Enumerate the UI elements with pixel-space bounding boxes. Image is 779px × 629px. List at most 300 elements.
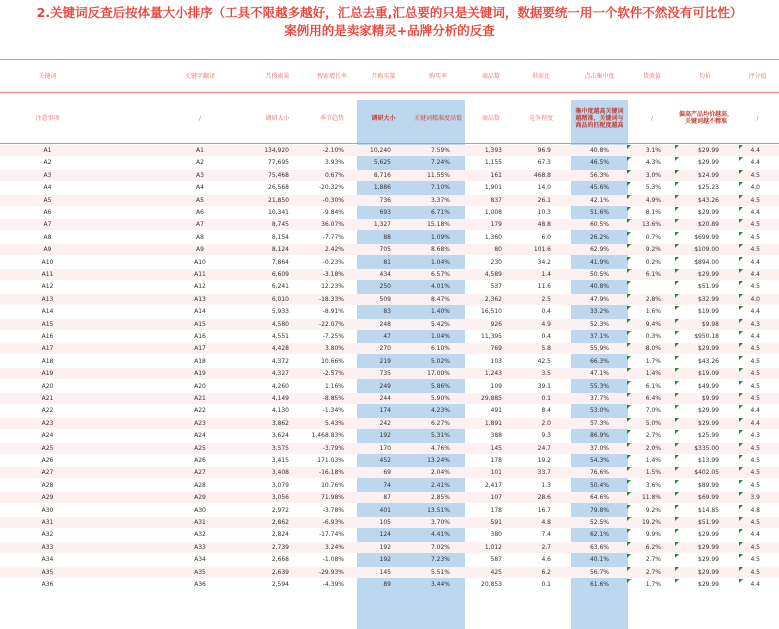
cell-rating: 4.5 <box>750 395 760 402</box>
cell-click-concentration: 50.4% <box>589 481 609 489</box>
cell-purchases: 88 <box>383 233 391 241</box>
cell-search-volume: 4,580 <box>271 320 289 328</box>
cell-flow-value: 8.0% <box>645 345 661 353</box>
cell-purchase-rate: 15.18% <box>427 221 450 229</box>
cell-click-concentration: 37.0% <box>589 444 609 452</box>
cell-comment-marker <box>739 455 743 459</box>
cell-translation: A23 <box>194 419 206 427</box>
cell-purchase-rate: 3.70% <box>430 519 450 526</box>
cell-rating: 4.4 <box>750 531 760 539</box>
cell-keyword: A29 <box>41 494 54 502</box>
cell-purchase-rate: 5.02% <box>430 357 450 365</box>
cell-rating: 3.9 <box>750 494 760 502</box>
cell-comment-marker <box>627 393 631 397</box>
notes-bottom-border <box>0 143 779 144</box>
cell-search-growth: -9.84% <box>322 209 344 216</box>
cell-click-concentration: 79.8% <box>589 506 609 514</box>
cell-purchases: 124 <box>379 531 391 539</box>
cell-avg-price: $29.99 <box>698 209 719 216</box>
cell-purchase-rate: 6.10% <box>430 345 450 353</box>
note-search-volume: 调研大小 <box>265 114 290 122</box>
cell-comment-marker <box>627 455 631 459</box>
cell-supply-demand: 14.0 <box>537 184 551 192</box>
cell-translation: A13 <box>194 295 206 303</box>
cell-flow-value: 2.7% <box>645 432 661 440</box>
cell-flow-value: 2.8% <box>645 295 661 303</box>
cell-purchases: 735 <box>379 370 391 378</box>
cell-translation: A31 <box>194 519 206 526</box>
cell-comment-marker <box>675 207 679 211</box>
cell-purchase-rate: 7.02% <box>430 543 450 551</box>
cell-keyword: A21 <box>41 395 54 402</box>
table-row <box>0 467 779 478</box>
table-row <box>0 170 779 181</box>
cell-comment-marker <box>675 529 679 533</box>
cell-search-growth: 36.07% <box>321 221 344 229</box>
cell-comment-marker <box>739 542 743 546</box>
cell-supply-demand: 26.1 <box>537 196 551 204</box>
cell-comment-marker <box>675 368 679 372</box>
cell-comment-marker <box>627 294 631 298</box>
cell-supply-demand: 6.0 <box>541 233 551 241</box>
table-row <box>0 145 779 156</box>
cell-translation: A4 <box>196 184 204 192</box>
cell-keyword: A34 <box>41 556 54 564</box>
cell-comment-marker <box>675 294 679 298</box>
cell-search-growth: -0.23% <box>322 258 344 266</box>
cell-keyword: A22 <box>41 407 54 415</box>
cell-purchases: 434 <box>379 271 391 278</box>
cell-search-growth: 12.23% <box>321 283 344 291</box>
cell-comment-marker <box>739 517 743 521</box>
table-row <box>0 356 779 367</box>
cell-search-growth: 3.24% <box>324 543 344 551</box>
cell-purchases: 192 <box>379 556 391 564</box>
cell-avg-price: $9.99 <box>701 395 719 402</box>
cell-comment-marker <box>739 529 743 533</box>
cell-keyword: A3 <box>43 171 52 179</box>
table-row <box>0 244 779 255</box>
cell-purchases: 74 <box>383 481 391 489</box>
cell-search-growth: -22.07% <box>318 320 344 328</box>
table-row <box>0 505 779 516</box>
cell-keyword: A26 <box>41 457 54 464</box>
cell-flow-value: 1.6% <box>645 308 661 316</box>
cell-keyword: A32 <box>41 531 54 539</box>
table-row <box>0 517 779 528</box>
cell-rating: 4.5 <box>750 196 760 204</box>
cell-search-volume: 26,568 <box>268 184 289 192</box>
cell-supply-demand: 96.9 <box>537 147 551 154</box>
cell-avg-price: $699.99 <box>694 233 719 241</box>
cell-comment-marker <box>675 343 679 347</box>
cell-search-volume: 4,428 <box>271 345 289 353</box>
cell-rating: 4.4 <box>750 147 760 154</box>
cell-purchase-rate: 17.00% <box>427 370 450 378</box>
cell-avg-price: $43.26 <box>698 357 719 365</box>
cell-purchases: 8,716 <box>373 171 391 179</box>
table-row <box>0 455 779 466</box>
cell-avg-price: $29.99 <box>698 345 719 353</box>
cell-supply-demand: 0.4 <box>541 333 551 340</box>
cell-keyword: A18 <box>41 357 54 365</box>
cell-flow-value: 2.7% <box>645 568 661 576</box>
table-row <box>0 529 779 540</box>
cell-flow-value: 0.3% <box>645 333 661 340</box>
cell-keyword: A27 <box>41 469 54 477</box>
cell-avg-price: $19.09 <box>698 370 719 378</box>
cell-comment-marker <box>739 430 743 434</box>
cell-purchases: 105 <box>379 519 391 526</box>
cell-click-concentration: 56.3% <box>589 171 609 179</box>
cell-translation: A6 <box>196 209 204 216</box>
table-row <box>0 430 779 441</box>
cell-avg-price: $89.99 <box>698 481 719 489</box>
cell-flow-value: 0.7% <box>645 233 661 241</box>
cell-purchases: 401 <box>379 506 391 514</box>
cell-purchases: 244 <box>379 395 391 402</box>
cell-keyword: A28 <box>41 481 54 489</box>
cell-rating: 4.5 <box>750 556 760 564</box>
cell-comment-marker <box>739 257 743 261</box>
cell-purchases: 89 <box>383 581 391 588</box>
cell-flow-value: 1.5% <box>645 469 661 477</box>
cell-supply-demand: 7.4 <box>541 531 551 539</box>
cell-search-volume: 75,468 <box>268 171 289 179</box>
cell-comment-marker <box>739 145 743 149</box>
cell-translation: A9 <box>196 246 204 254</box>
cell-product-count: 107 <box>490 494 502 502</box>
cell-purchase-rate: 6.27% <box>430 419 450 427</box>
cell-purchase-rate: 5.51% <box>430 568 450 576</box>
cell-purchase-rate: 4.41% <box>430 531 450 539</box>
cell-avg-price: $29.99 <box>698 147 719 154</box>
cell-product-count: 29,885 <box>481 395 502 402</box>
col-header-search-volume: 月搜索量 <box>265 72 290 80</box>
cell-comment-marker <box>675 281 679 285</box>
table-row <box>0 281 779 292</box>
cell-search-growth: -3.18% <box>322 271 344 278</box>
note-purchases: 调研大小 <box>371 114 396 122</box>
table-row <box>0 443 779 454</box>
cell-search-volume: 3,862 <box>271 419 289 427</box>
cell-avg-price: $69.99 <box>698 494 719 502</box>
cell-click-concentration: 76.6% <box>589 469 609 477</box>
cell-translation: A32 <box>194 531 206 539</box>
cell-avg-price: $950.18 <box>694 333 719 340</box>
cell-translation: A19 <box>194 370 206 378</box>
cell-comment-marker <box>675 195 679 199</box>
cell-click-concentration: 37.7% <box>589 395 609 402</box>
cell-flow-value: 1.7% <box>645 581 661 588</box>
cell-rating: 4.5 <box>750 469 760 477</box>
cell-search-growth: 171.03% <box>317 457 344 464</box>
cell-product-count: 491 <box>490 407 502 415</box>
cell-translation: A30 <box>194 506 206 514</box>
cell-product-count: 178 <box>490 457 502 464</box>
cell-click-concentration: 63.6% <box>589 543 609 551</box>
cell-keyword: A15 <box>41 320 54 328</box>
cell-click-concentration: 40.8% <box>589 283 609 291</box>
cell-supply-demand: 34.2 <box>537 258 551 266</box>
cell-search-growth: -20.32% <box>318 184 344 192</box>
cell-rating: 4.4 <box>750 209 760 216</box>
cell-comment-marker <box>675 393 679 397</box>
cell-avg-price: $894.00 <box>694 258 719 266</box>
table-row <box>0 554 779 565</box>
table-row <box>0 368 779 379</box>
cell-product-count: 926 <box>490 320 502 328</box>
cell-comment-marker <box>675 170 679 174</box>
cell-flow-value: 13.6% <box>641 221 661 229</box>
cell-rating: 4.5 <box>750 233 760 241</box>
cell-comment-marker <box>739 480 743 484</box>
cell-purchase-rate: 5.90% <box>430 395 450 402</box>
cell-search-volume: 3,056 <box>271 494 289 502</box>
cell-purchases: 1,886 <box>373 184 391 192</box>
table-row <box>0 219 779 230</box>
cell-flow-value: 3.1% <box>645 147 661 154</box>
note-purchase-rate: 关键词精准度高低 <box>413 114 462 122</box>
cell-flow-value: 2.0% <box>645 444 661 452</box>
cell-flow-value: 1.4% <box>645 457 661 464</box>
cell-search-volume: 21,850 <box>268 196 289 204</box>
cell-avg-price: $25.99 <box>698 432 719 440</box>
cell-comment-marker <box>627 505 631 509</box>
cell-supply-demand: 468.8 <box>533 171 551 179</box>
cell-search-volume: 77,695 <box>268 159 289 167</box>
cell-search-growth: 71.98% <box>321 494 344 502</box>
cell-search-growth: -7.77% <box>322 233 344 241</box>
note-avg-price: 偏高产品均价越高，关键词越不精准 <box>678 111 733 125</box>
cell-translation: A17 <box>194 345 206 353</box>
cell-product-count: 425 <box>490 568 502 576</box>
cell-comment-marker <box>675 505 679 509</box>
cell-product-count: 103 <box>490 357 502 365</box>
cell-comment-marker <box>675 405 679 409</box>
cell-translation: A26 <box>194 457 206 464</box>
cell-keyword: A7 <box>43 221 52 229</box>
table-row <box>0 567 779 578</box>
cell-rating: 4.5 <box>750 568 760 576</box>
col-header-purchase-rate: 购买率 <box>428 72 447 80</box>
cell-click-concentration: 41.9% <box>589 258 609 266</box>
cell-purchases: 452 <box>379 457 391 464</box>
cell-comment-marker <box>739 554 743 558</box>
cell-comment-marker <box>739 405 743 409</box>
cell-purchase-rate: 1.04% <box>430 258 450 266</box>
cell-comment-marker <box>675 443 679 447</box>
cell-search-volume: 6,609 <box>271 271 289 278</box>
cell-keyword: A20 <box>41 382 54 390</box>
cell-comment-marker <box>675 244 679 248</box>
cell-product-count: 145 <box>490 444 502 452</box>
cell-comment-marker <box>739 306 743 310</box>
cell-keyword: A30 <box>41 506 54 514</box>
cell-product-count: 101 <box>490 469 502 477</box>
cell-search-volume: 2,972 <box>271 506 289 514</box>
table-row <box>0 405 779 416</box>
cell-avg-price: $335.00 <box>694 444 719 452</box>
header-divider <box>0 92 779 93</box>
note-search-growth: 季节趋势 <box>319 114 344 122</box>
cell-flow-value: 6.4% <box>645 395 661 402</box>
cell-translation: A36 <box>194 581 206 588</box>
cell-translation: A20 <box>194 382 206 390</box>
cell-avg-price: $25.23 <box>698 184 719 192</box>
cell-comment-marker <box>675 480 679 484</box>
col-header-product-count: 商品数 <box>481 72 500 80</box>
cell-keyword: A24 <box>41 432 54 440</box>
cell-comment-marker <box>627 145 631 149</box>
cell-search-growth: -3.79% <box>322 444 344 452</box>
cell-keyword: A36 <box>41 581 54 588</box>
cell-rating: 4.5 <box>750 370 760 378</box>
cell-product-count: 161 <box>490 171 502 179</box>
cell-keyword: A10 <box>41 258 54 266</box>
cell-flow-value: 1.4% <box>645 370 661 378</box>
note-click-concentration: 集中度越高关键词越精准，关键词与商品的匹配度越高 <box>575 107 624 129</box>
cell-purchase-rate: 4.23% <box>430 407 450 415</box>
cell-supply-demand: 33.7 <box>537 469 551 477</box>
cell-comment-marker <box>627 157 631 161</box>
cell-avg-price: $402.05 <box>694 469 719 477</box>
cell-purchase-rate: 11.55% <box>427 171 450 179</box>
cell-flow-value: 5.3% <box>645 184 661 192</box>
cell-purchases: 170 <box>379 444 391 452</box>
cell-comment-marker <box>675 455 679 459</box>
cell-search-growth: 1.16% <box>324 382 344 390</box>
cell-search-growth: -2.57% <box>322 370 344 378</box>
table-row <box>0 257 779 268</box>
cell-supply-demand: 3.5 <box>541 370 551 378</box>
cell-search-volume: 3,415 <box>271 457 289 464</box>
cell-search-volume: 134,920 <box>264 147 289 154</box>
cell-translation: A25 <box>194 444 206 452</box>
cell-purchase-rate: 2.85% <box>430 494 450 502</box>
cell-comment-marker <box>675 269 679 273</box>
cell-keyword: A1 <box>43 147 52 154</box>
cell-keyword: A12 <box>41 283 54 291</box>
col-header-rating: 评分值 <box>748 72 767 80</box>
cell-product-count: 80 <box>494 246 502 254</box>
cell-purchases: 87 <box>383 494 391 502</box>
cell-product-count: 1,891 <box>484 419 502 427</box>
cell-search-volume: 8,124 <box>271 246 289 254</box>
cell-comment-marker <box>627 207 631 211</box>
cell-translation: A2 <box>196 159 204 167</box>
cell-search-growth: 10.66% <box>321 357 344 365</box>
cell-purchase-rate: 13.24% <box>427 457 450 464</box>
cell-search-volume: 4,327 <box>271 370 289 378</box>
cell-translation: A8 <box>196 233 204 241</box>
cell-search-volume: 2,594 <box>271 581 289 588</box>
cell-click-concentration: 54.3% <box>589 457 609 464</box>
cell-purchases: 219 <box>379 357 391 365</box>
cell-comment-marker <box>675 517 679 521</box>
cell-supply-demand: 10.3 <box>537 209 551 216</box>
cell-rating: 4.5 <box>750 345 760 353</box>
cell-product-count: 1,012 <box>484 543 502 551</box>
cell-search-growth: -18.33% <box>318 295 344 303</box>
cell-flow-value: 19.2% <box>641 519 661 526</box>
cell-search-growth: -16.18% <box>318 469 344 477</box>
cell-flow-value: 1.7% <box>645 357 661 365</box>
cell-rating: 4.5 <box>750 543 760 551</box>
cell-flow-value: 2.7% <box>645 556 661 564</box>
cell-purchases: 192 <box>379 432 391 440</box>
cell-comment-marker <box>627 257 631 261</box>
cell-rating: 4.4 <box>750 271 760 278</box>
cell-comment-marker <box>627 319 631 323</box>
cell-supply-demand: 1.3 <box>541 481 551 489</box>
cell-rating: 4.4 <box>750 258 760 266</box>
cell-rating: 4.0 <box>750 184 760 192</box>
cell-search-volume: 6,010 <box>271 295 289 303</box>
cell-comment-marker <box>739 269 743 273</box>
cell-purchases: 509 <box>379 295 391 303</box>
cell-comment-marker <box>675 554 679 558</box>
cell-translation: A27 <box>194 469 206 477</box>
cell-purchases: 248 <box>379 320 391 328</box>
cell-comment-marker <box>675 467 679 471</box>
cell-comment-marker <box>675 319 679 323</box>
cell-supply-demand: 24.7 <box>537 444 551 452</box>
cell-purchases: 705 <box>379 246 391 254</box>
cell-search-volume: 4,130 <box>271 407 289 415</box>
cell-product-count: 388 <box>490 432 502 440</box>
cell-flow-value: 7.0% <box>645 407 661 415</box>
cell-comment-marker <box>675 257 679 261</box>
cell-keyword: A25 <box>41 444 54 452</box>
cell-purchases: 81 <box>383 258 391 266</box>
cell-avg-price: $51.99 <box>698 519 719 526</box>
cell-comment-marker <box>627 170 631 174</box>
cell-flow-value: 9.9% <box>645 531 661 539</box>
cell-comment-marker <box>627 195 631 199</box>
cell-comment-marker <box>675 418 679 422</box>
cell-product-count: 2,417 <box>484 481 502 489</box>
cell-search-growth: 0.67% <box>324 171 344 179</box>
cell-purchases: 5,625 <box>373 159 391 167</box>
cell-avg-price: $29.99 <box>698 543 719 551</box>
page-subtitle: 案例用的是卖家精灵+品牌分析的反查 <box>284 23 495 38</box>
table-row <box>0 393 779 404</box>
cell-product-count: 109 <box>490 382 502 390</box>
cell-comment-marker <box>675 219 679 223</box>
cell-comment-marker <box>739 343 743 347</box>
cell-comment-marker <box>627 269 631 273</box>
cell-click-concentration: 50.5% <box>589 271 609 278</box>
cell-translation: A10 <box>194 258 206 266</box>
cell-purchase-rate: 8.68% <box>430 246 450 254</box>
cell-translation: A29 <box>194 494 206 502</box>
cell-product-count: 4,589 <box>484 271 502 278</box>
cell-purchase-rate: 2.41% <box>430 481 450 489</box>
cell-translation: A5 <box>196 196 204 204</box>
cell-keyword: A5 <box>43 196 52 204</box>
cell-supply-demand: 2.7 <box>541 543 551 551</box>
cell-avg-price: $109.00 <box>694 246 719 254</box>
cell-comment-marker <box>675 157 679 161</box>
cell-translation: A24 <box>194 432 206 440</box>
cell-supply-demand: 2.5 <box>541 295 551 303</box>
cell-rating: 4.4 <box>750 308 760 316</box>
cell-search-growth: 3.80% <box>324 345 344 353</box>
cell-click-concentration: 52.5% <box>589 519 609 526</box>
cell-purchases: 693 <box>379 209 391 216</box>
cell-product-count: 20,853 <box>481 581 502 588</box>
